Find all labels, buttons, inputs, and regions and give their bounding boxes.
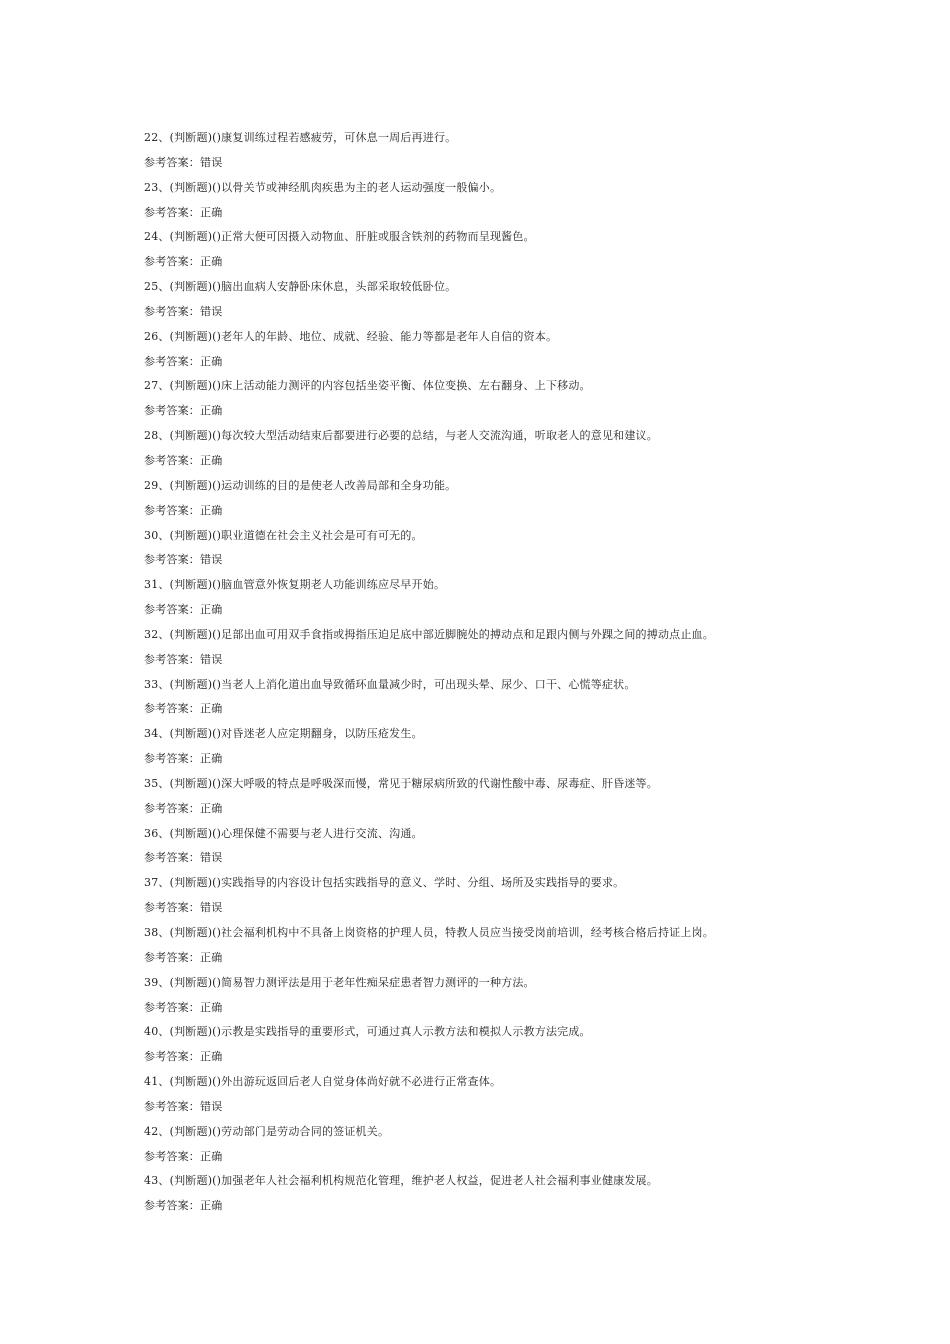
question-item [144,474,844,524]
question-text: 23、(判断题)()以骨关节或神经肌肉疾患为主的老人运动强度一般偏小。 [144,180,502,194]
answer-text: 参考答案：正确 [144,603,223,617]
question-text: 28、(判断题)()每次较大型活动结束后都要进行必要的总结，与老人交流沟通，听取老人的意见和建议。 [144,429,658,443]
question-text: 22、(判断题)()康复训练过程若感疲劳，可休息一周后再进行。 [144,131,457,144]
question-item [144,673,844,723]
question-item [144,1070,844,1120]
answer-text: 参考答案：错误 [144,553,223,567]
question-item [144,1169,844,1219]
question-item [144,1020,844,1070]
answer-text: 参考答案：错误 [144,851,223,865]
question-text: 26、(判断题)()老年人的年龄、地位、成就、经验、能力等都是老年人自信的资本。 [144,329,558,343]
question-item [144,722,844,772]
question-text: 34、(判断题)()对昏迷老人应定期翻身，以防压疮发生。 [144,727,423,741]
question-list [144,126,844,1219]
question-item [144,524,844,574]
question-text: 31、(判断题)()脑血管意外恢复期老人功能训练应尽早开始。 [144,578,446,592]
question-item [144,871,844,921]
question-text: 43、(判断题)()加强老年人社会福利机构规范化管理，维护老人权益，促进老人社会福利事业健康发展。 [144,1174,658,1188]
question-text: 38、(判断题)()社会福利机构中不具备上岗资格的护理人员，特教人员应当接受岗前培训，经考核合格后持证上岗。 [144,926,714,939]
answer-text: 参考答案：正确 [144,752,223,766]
question-text: 39、(判断题)()简易智力测评法是用于老年性痴呆症患者智力测评的一种方法。 [144,975,535,989]
question-item [144,126,844,176]
question-text: 41、(判断题)()外出游玩返回后老人自觉身体尚好就不必进行正常查体。 [144,1075,502,1089]
question-item [144,374,844,424]
question-text: 37、(判断题)()实践指导的内容设计包括实践指导的意义、学时、分组、场所及实践指导的要求。 [144,876,625,890]
question-text: 32、(判断题)()足部出血可用双手食指或拇指压迫足底中部近脚腕处的搏动点和足跟内侧与外踝之间的搏动点止血。 [144,627,714,641]
answer-text: 参考答案：错误 [144,901,223,915]
question-item [144,822,844,872]
answer-text: 参考答案：正确 [144,205,223,219]
question-text: 40、(判断题)()示教是实践指导的重要形式，可通过真人示教方法和模拟人示教方法完成。 [144,1025,591,1039]
question-item [144,573,844,623]
answer-text: 参考答案：错误 [144,1099,223,1113]
answer-text: 参考答案：正确 [144,801,223,815]
question-text: 27、(判断题)()床上活动能力测评的内容包括坐姿平衡、体位变换、左右翻身、上下移动。 [144,379,591,393]
question-text: 33、(判断题)()当老人上消化道出血导致循环血量减少时，可出现头晕、尿少、口干、心慌等症状。 [144,677,636,691]
answer-text: 参考答案：错误 [144,304,223,318]
question-text: 25、(判断题)()脑出血病人安静卧床休息，头部采取较低卧位。 [144,280,457,294]
answer-text: 参考答案：正确 [144,1050,223,1064]
question-item [144,325,844,375]
question-item [144,176,844,226]
question-item [144,772,844,822]
question-text: 30、(判断题)()职业道德在社会主义社会是可有可无的。 [144,528,423,542]
answer-text: 参考答案：正确 [144,1199,223,1213]
answer-text: 参考答案：正确 [144,255,223,269]
answer-text: 参考答案：错误 [144,652,223,666]
question-item [144,225,844,275]
question-text: 24、(判断题)()正常大便可因摄入动物血、肝脏或服含铁剂的药物而呈现酱色。 [144,230,535,244]
answer-text: 参考答案：正确 [144,503,223,517]
question-text: 36、(判断题)()心理保健不需要与老人进行交流、沟通。 [144,826,423,840]
question-item [144,921,844,971]
answer-text: 参考答案：正确 [144,702,223,716]
question-item [144,424,844,474]
answer-text: 参考答案：正确 [144,950,223,964]
question-item [144,275,844,325]
answer-text: 参考答案：正确 [144,1000,223,1014]
answer-text: 参考答案：正确 [144,453,223,467]
answer-text: 参考答案：正确 [144,404,223,418]
question-item [144,971,844,1021]
answer-text: 参考答案：正确 [144,1149,223,1163]
answer-text: 参考答案：错误 [144,155,223,169]
question-item [144,1120,844,1170]
question-item [144,623,844,673]
question-text: 29、(判断题)()运动训练的目的是使老人改善局部和全身功能。 [144,478,457,492]
question-text: 35、(判断题)()深大呼吸的特点是呼吸深而慢，常见于糖尿病所致的代谢性酸中毒、尿毒症、肝昏迷等。 [144,776,658,790]
question-text: 42、(判断题)()劳动部门是劳动合同的签证机关。 [144,1124,390,1138]
answer-text: 参考答案：正确 [144,354,223,368]
